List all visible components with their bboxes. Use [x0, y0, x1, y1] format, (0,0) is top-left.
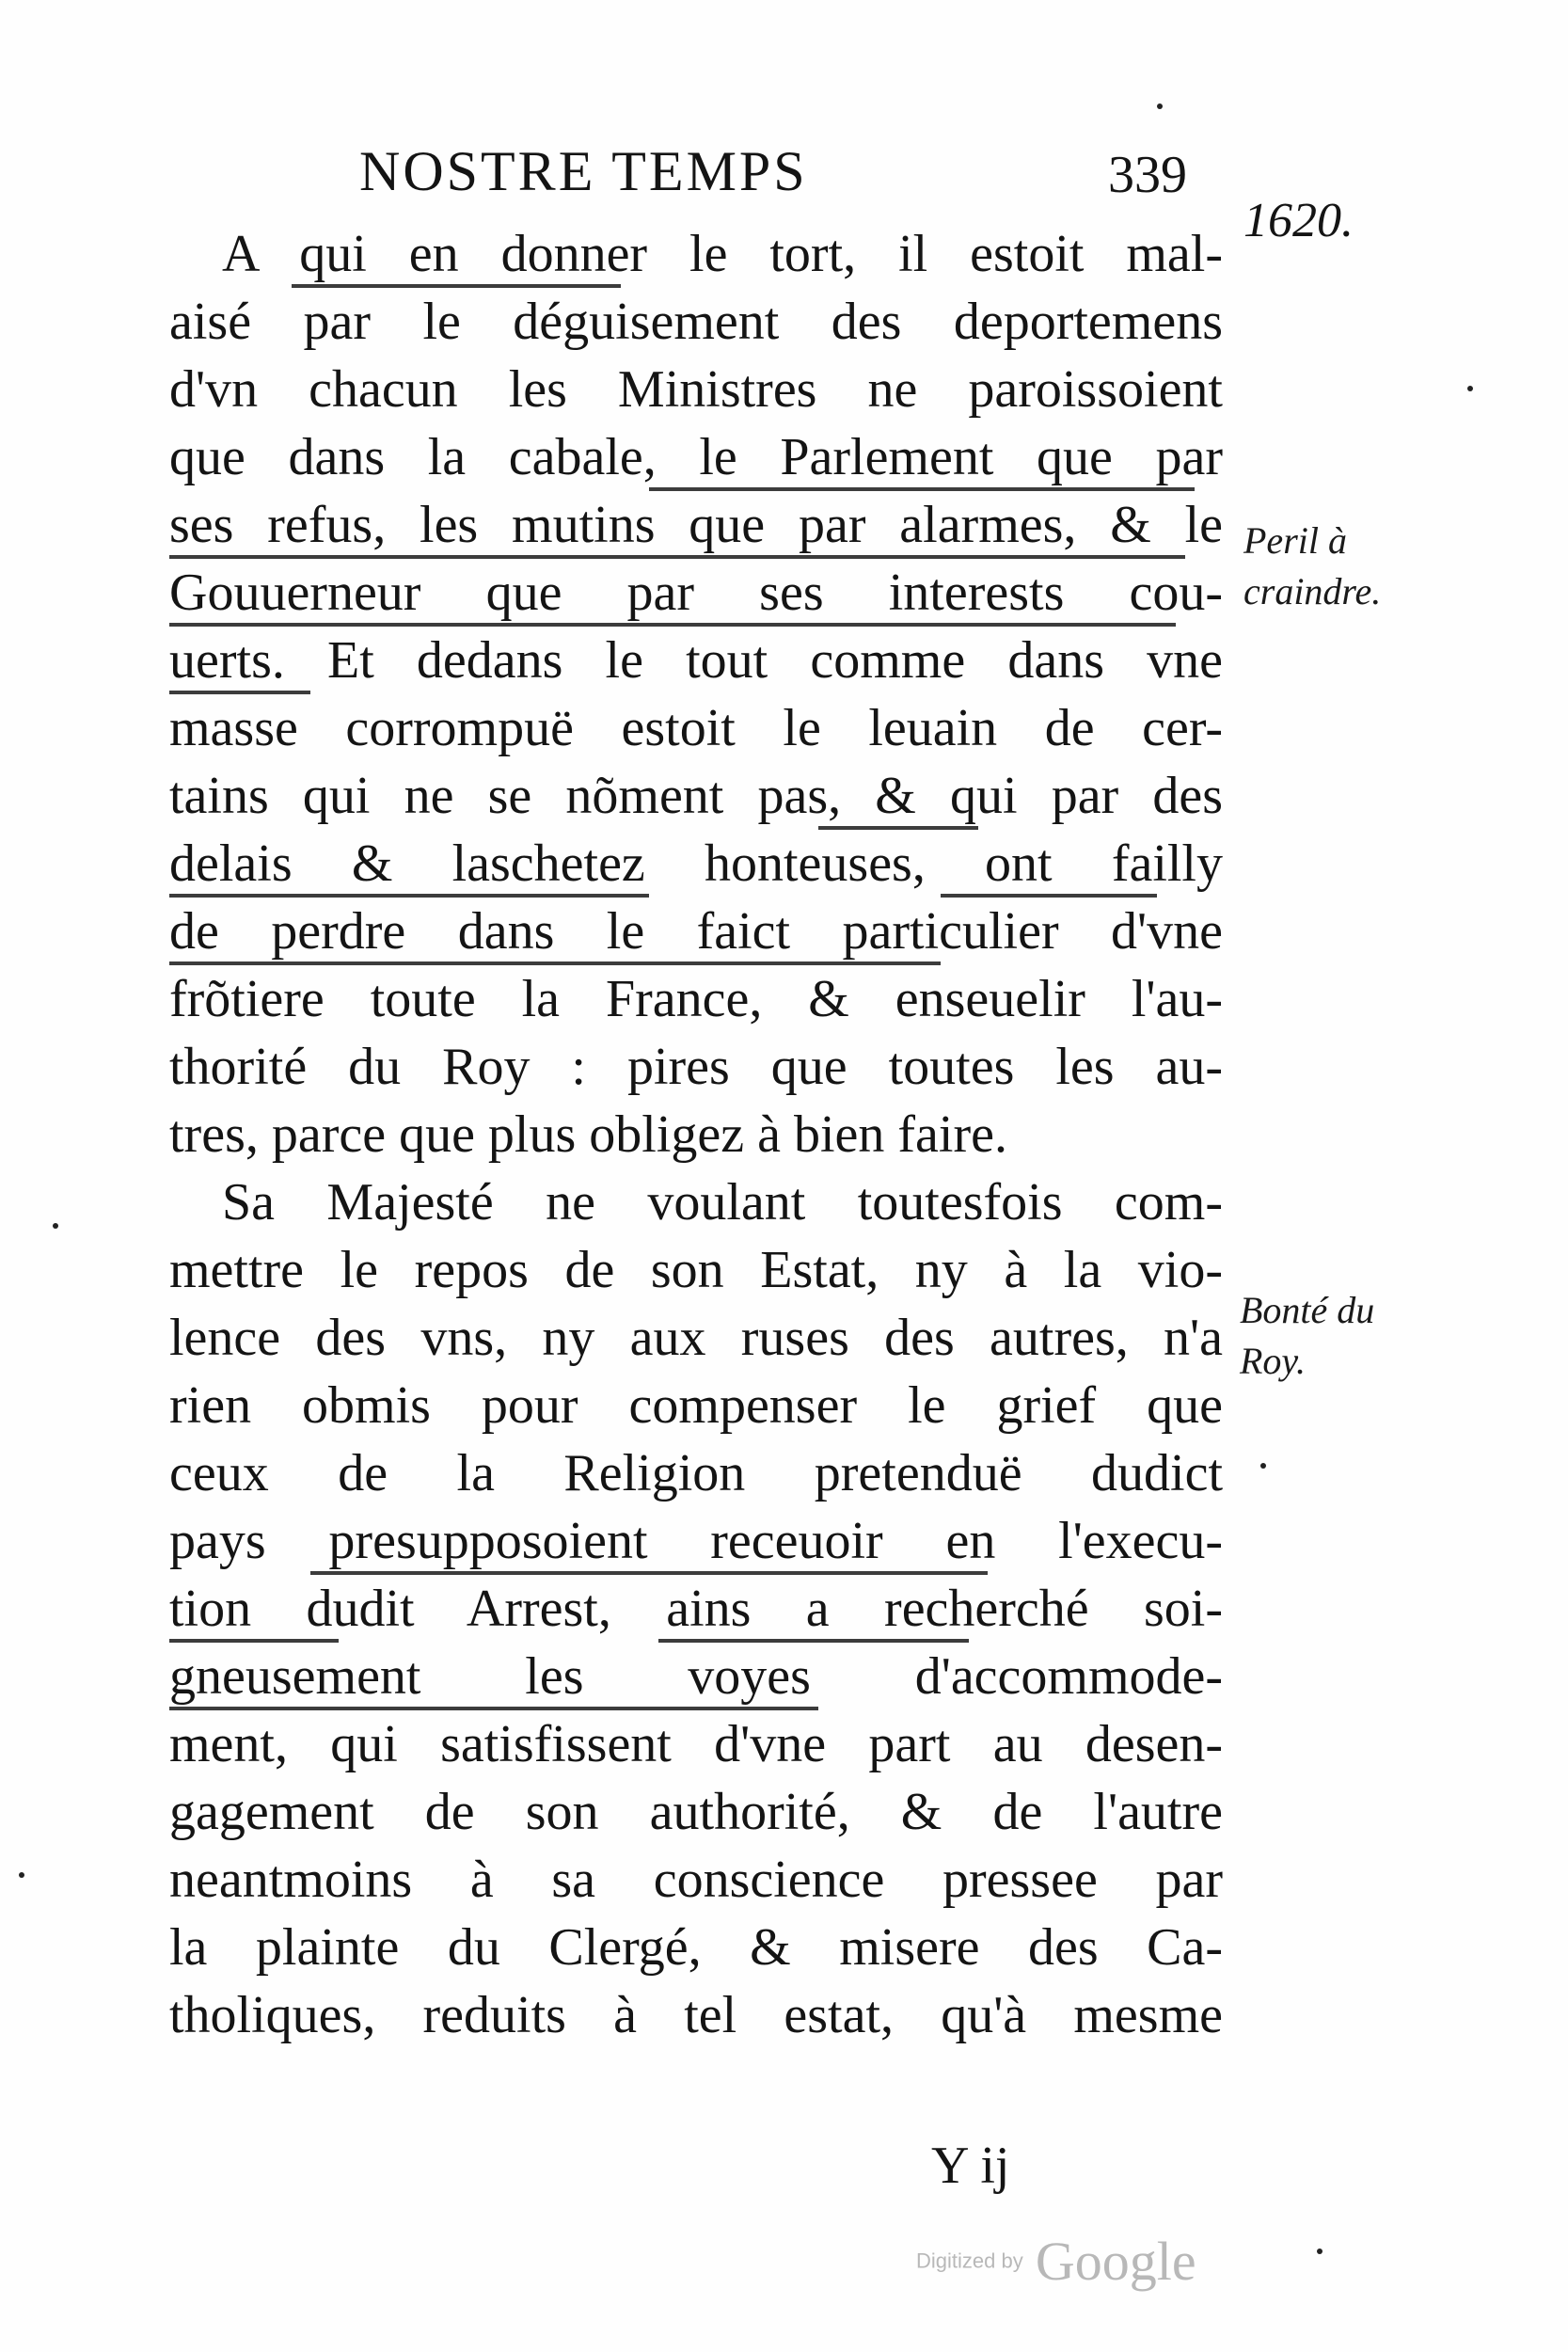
- ink-underline: [310, 1571, 988, 1575]
- margin-note: [1243, 516, 1450, 617]
- text-line: tion dudit Arrest, ains a recherché soi-: [169, 1580, 1223, 1638]
- text-line: Sa Majesté ne voulant toutesfois com-: [222, 1173, 1223, 1232]
- ink-underline: [649, 487, 1195, 491]
- digitized-watermark: [916, 2230, 1196, 2293]
- margin-note-line: craindre.: [1243, 570, 1382, 612]
- scan-speck: [53, 1223, 58, 1229]
- page-number: 339: [1108, 146, 1187, 204]
- ink-underline: [818, 826, 978, 830]
- scan-speck: [1157, 103, 1163, 109]
- text-line: gneusement les voyes d'accommode-: [169, 1647, 1223, 1706]
- text-line: frõtiere toute la France, & enseuelir l'au-: [169, 970, 1223, 1028]
- ink-underline: [292, 284, 621, 288]
- text-line: gagement de son authorité, & de l'autre: [169, 1783, 1223, 1841]
- text-line: masse corrompuë estoit le leuain de cer-: [169, 699, 1223, 757]
- running-title: NOSTRE TEMPS: [359, 140, 808, 202]
- text-line: thorité du Roy : pires que toutes les au-: [169, 1038, 1223, 1096]
- text-line: uerts. Et dedans le tout comme dans vne: [169, 631, 1223, 690]
- scan-speck: [1317, 2249, 1323, 2254]
- ink-underline: [169, 623, 1176, 627]
- ink-underline: [169, 555, 1185, 559]
- margin-note: [1240, 1285, 1465, 1387]
- text-line: Gouuerneur que par ses interests cou-: [169, 564, 1223, 622]
- text-line: delais & laschetez honteuses, ont failly: [169, 834, 1223, 893]
- margin-year: 1620.: [1243, 194, 1354, 247]
- text-line: aisé par le déguisement des deportemens: [169, 293, 1223, 351]
- body-text: [169, 220, 1223, 2049]
- text-line: tholiques, reduits à tel estat, qu'à mesme: [169, 1986, 1223, 2044]
- google-logo: Google: [1035, 2231, 1196, 2292]
- text-line: tains qui ne se nõment pas, & qui par des: [169, 767, 1223, 825]
- margin-note-line: Peril à: [1243, 519, 1347, 562]
- text-line: la plainte du Clergé, & misere des Ca-: [169, 1918, 1223, 1977]
- text-line: que dans la cabale, le Parlement que par: [169, 428, 1223, 486]
- ink-underline: [169, 691, 310, 694]
- scan-speck: [1467, 386, 1473, 391]
- text-line: ment, qui satisfissent d'vne part au desen-: [169, 1715, 1223, 1773]
- ink-underline: [169, 1639, 339, 1643]
- scan-speck: [1260, 1463, 1266, 1469]
- ink-underline: [941, 894, 1157, 898]
- text-line: ses refus, les mutins que par alarmes, & le: [169, 496, 1223, 554]
- ink-underline: [169, 961, 941, 965]
- text-line: tres, parce que plus obligez à bien faire.: [169, 1105, 1007, 1164]
- text-line: neantmoins à sa conscience pressee par: [169, 1851, 1223, 1909]
- margin-note-line: Bonté du: [1240, 1289, 1375, 1331]
- text-line: d'vn chacun les Ministres ne paroissoient: [169, 360, 1223, 419]
- text-line: ceux de la Religion pretenduë dudict: [169, 1444, 1223, 1502]
- scan-speck: [19, 1872, 24, 1878]
- signature-mark: Y ij: [931, 2137, 1010, 2195]
- text-line: lence des vns, ny aux ruses des autres, n'a: [169, 1309, 1223, 1367]
- text-line: pays presupposoient receuoir en l'execu-: [169, 1512, 1223, 1570]
- text-line: de perdre dans le faict particulier d'vne: [169, 902, 1223, 961]
- text-line: A qui en donner le tort, il estoit mal-: [222, 225, 1223, 283]
- running-head: [359, 139, 1187, 215]
- ink-underline: [169, 1707, 818, 1710]
- ink-underline: [169, 894, 649, 898]
- text-line: mettre le repos de son Estat, ny à la vio-: [169, 1241, 1223, 1299]
- text-line: rien obmis pour compenser le grief que: [169, 1376, 1223, 1435]
- ink-underline: [658, 1639, 969, 1643]
- watermark-prefix: Digitized by: [916, 2249, 1023, 2273]
- margin-note-line: Roy.: [1240, 1340, 1306, 1382]
